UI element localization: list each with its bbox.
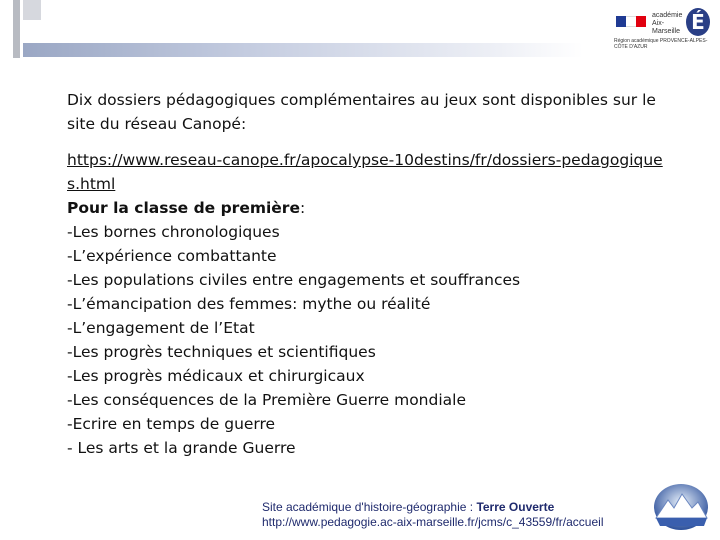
header-gradient-bar (23, 43, 583, 57)
terre-ouverte-mountain-logo-icon (652, 482, 710, 532)
list-item: -Les conséquences de la Première Guerre mondiale (67, 391, 466, 409)
canope-link[interactable]: https://www.reseau-canope.fr/apocalypse-10destins/fr/dossiers-pedagogiques.html (67, 151, 663, 193)
list-item: -Les progrès techniques et scientifiques (67, 343, 376, 361)
list-item: -Ecrire en temps de guerre (67, 415, 276, 433)
footer-site-prefix: Site académique d'histoire-géographie : (262, 500, 477, 514)
intro-text: Dix dossiers pédagogiques complémentaires au jeux sont disponibles sur le site du réseau Canopé: (67, 91, 656, 133)
academy-name: académie Aix-Marseille (652, 12, 683, 35)
main-content (67, 88, 667, 460)
footer-site-name: Terre Ouverte (476, 500, 555, 514)
section-heading (67, 196, 667, 220)
e-emblem-icon: É (686, 8, 710, 36)
list-item: -Les bornes chronologiques (67, 223, 280, 241)
corner-decoration-vertical (13, 0, 20, 58)
list-item: -L’émancipation des femmes: mythe ou réalité (67, 295, 431, 313)
academy-logo (612, 8, 712, 52)
list-item: - Les arts et la grande Guerre (67, 439, 296, 457)
list-item: -Les populations civiles entre engagements et souffrances (67, 271, 521, 289)
heading-text: Pour la classe de première (67, 199, 300, 217)
dossier-list (67, 220, 667, 460)
region-name: Région académique PROVENCE-ALPES-CÔTE D'AZUR (614, 38, 708, 50)
heading-colon: : (299, 199, 306, 217)
list-item: -L’engagement de l’Etat (67, 319, 255, 337)
french-flag-icon (616, 16, 646, 27)
footer (262, 500, 603, 530)
footer-url[interactable]: http://www.pedagogie.ac-aix-marseille.fr/jcms/c_43559/fr/accueil (262, 515, 604, 529)
list-item: -L’expérience combattante (67, 247, 277, 265)
corner-decoration-block (23, 0, 41, 20)
list-item: -Les progrès médicaux et chirurgicaux (67, 367, 365, 385)
footer-site-line (262, 500, 603, 515)
